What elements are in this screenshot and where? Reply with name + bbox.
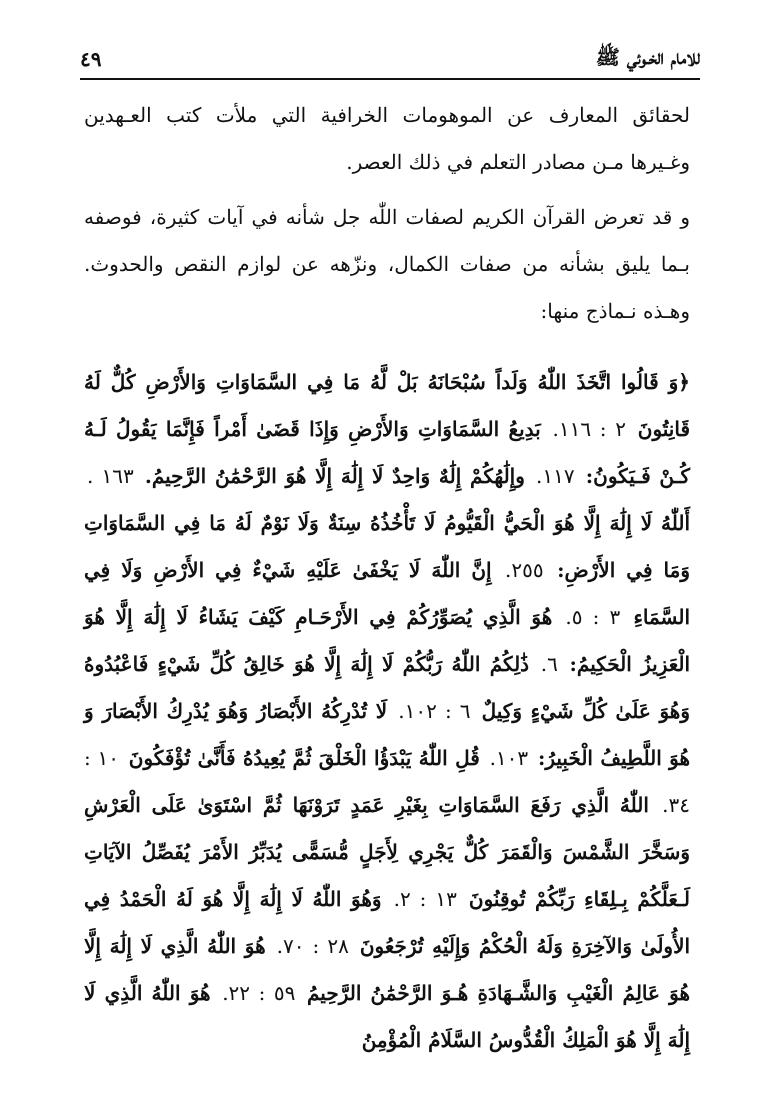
verse-reference: ١٣ : ٢. (393, 887, 457, 911)
verse-text: ذَٰلِكُمُ اللّٰهُ رَبُّكُمْ لَا إِلَٰهَ إِلَّا هُوَ خَالِقُ كُلِّ شَيْءٍ فَاعْبُدُوهُ وَهُوَ عَلَىٰ كُلِّ شَيْءٍ وَكِيلٌ (84, 652, 691, 723)
page-number: ٤٩ (80, 47, 102, 71)
verse-reference: ١٠٣. (489, 746, 529, 770)
verse-reference: ١٦٣ . (87, 464, 134, 488)
body-text (84, 92, 690, 1064)
paragraph: و قد تعرض القرآن الكريم لصفات اللّٰه جل شأنه في آيات كثيرة، فوصفه بـما يليق بشأنه من صفات الكمال، ونزّهه عن لوازم النقص والحدوث. وهـذه نـماذج منها: (84, 205, 690, 323)
verse-text: بَدِيعُ السَّمَاوَاتِ وَالأَرْضِ وَإِذَا قَضَىٰ أَمْراً فَإِنَّمَا يَقُولُ لَـهُ كُـنْ فَـيَكُونُ: (84, 417, 691, 488)
verse-text: هُوَ اللّٰهُ الَّذِي لَا إِلَٰهَ إِلَّا هُوَ عَالِمُ الْغَيْبِ وَالشَّـهَادَةِ هُـوَ الرَّحْمَٰنُ الرَّحِيمُ (84, 934, 690, 1005)
verse-reference: ١٠ : ٣٤. (84, 746, 690, 817)
verse-reference: ٣ : ٥. (565, 605, 621, 629)
verse-text: وَهُوَ اللّٰهُ لَا إِلَٰهَ إِلَّا هُوَ لَهُ الْحَمْدُ فِي الأُولَىٰ وَالآخِرَةِ وَلَهُ الْحُكْمُ وَإِلَيْهِ تُرْجَعُونَ (84, 887, 691, 958)
paragraph: لحقائق المعارف عن الموهومات الخرافية التي ملأت كتب العـهدين وغـيرها مـن مصادر التعلم في ذلك العصر. (84, 103, 690, 174)
verse-reference: ٦. (540, 652, 558, 676)
verse-text: اللّٰهُ الَّذِي رَفَعَ السَّمَاوَاتِ بِغَيْرِ عَمَدٍ تَرَوْنَهَا ثُمَّ اسْتَوَىٰ عَلَى الْعَرْشِ وَسَخَّرَ الشَّمْسَ وَالْقَمَرَ كُلٌّ يَجْرِي لِأَجَلٍ مُّسَمًّى يُدَبِّرُ الأَمْرَ يُفَصِّلُ الآيَاتِ لَـعَلَّكُمْ بِـلِقَاءِ رَبِّكُمْ تُوقِنُونَ (84, 793, 691, 911)
verse-text: أَللّٰهُ لَا إِلَٰهَ إِلَّا هُوَ الْحَيُّ الْقَيُّومُ لَا تَأْخُذُهُ سِنَةٌ وَلَا نَوْمٌ لَهُ مَا فِي السَّمَاوَاتِ وَمَا فِي الأَرْضِ: (84, 511, 690, 582)
quran-verses (84, 359, 690, 1064)
verse-reference: ٥٩ : ٢٢. (222, 981, 296, 1005)
verse-reference: ٢ : ١١٦. (552, 417, 627, 441)
verse-reference: ١١٧. (536, 464, 575, 488)
running-header (80, 40, 700, 80)
verse-text: هُوَ الَّذِي يُصَوِّرُكُمْ فِي الأَرْحَـامِ كَيْفَ يَشَاءُ لَا إِلَٰهَ إِلَّا هُوَ الْعَزِيزُ الْحَكِيمُ: (84, 605, 691, 676)
verse-reference: ٢٨ : ٧٠. (276, 934, 349, 958)
verse-text: لَا تُدْرِكُهُ الأَبْصَارُ وَهُوَ يُدْرِكُ الأَبْصَارَ وَ هُوَ اللَّطِيفُ الْخَبِيرُ: (84, 699, 691, 770)
verse-reference: ٦ : ١٠٢. (398, 699, 471, 723)
verse-text: قُلِ اللّٰهُ يَبْدَؤُا الْخَلْقَ ثُمَّ يُعِيدُهُ فَأَنَّىٰ تُؤْفَكُونَ (128, 746, 480, 770)
verse-reference: ٢٥٥. (505, 558, 544, 582)
verse-text: وإِلَٰهُكُمْ إِلَٰهٌ وَاحِدٌ لَا إِلَٰهَ إِلَّا هُوَ الرَّحْمَٰنُ الرَّحِيمُ. (144, 464, 525, 488)
verse-text: هُوَ اللّٰهُ الَّذِي لَا إِلَٰهَ إِلَّا هُوَ الْمَلِكُ الْقُدُّوسُ السَّلَامُ الْمُؤْمِنُ (84, 981, 690, 1052)
verse-text: إِنَّ اللّٰهَ لَا يَخْفَىٰ عَلَيْهِ شَيْءٌ فِي الأَرْضِ وَلَا فِي السَّمَاءِ (84, 558, 691, 629)
verse-text: ﴿وَ قَالُوا اتَّخَذَ اللّٰهُ وَلَداً سُبْحَانَهُ بَلْ لَّهُ مَا فِي السَّمَاوَاتِ وَالأَرْضِ كُلٌّ لَهُ قَانِتُونَ (84, 370, 691, 441)
running-title: للامام الخـوئي ﷺ (595, 44, 700, 69)
